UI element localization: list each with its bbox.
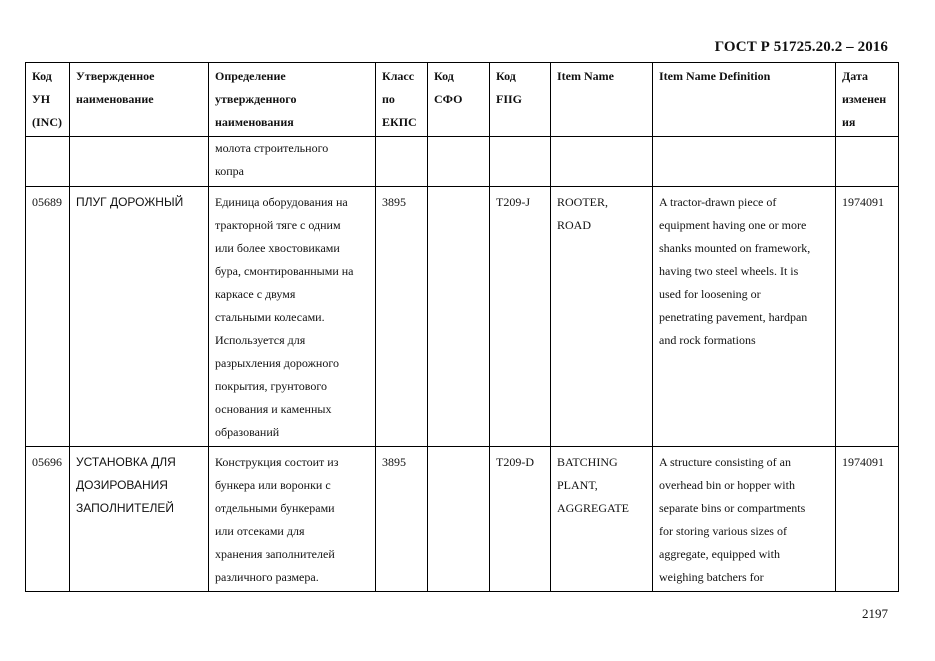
table-row-continuation	[26, 137, 899, 187]
cell-inc: 05696	[26, 447, 70, 592]
cell-item-name: BATCHING PLANT, AGGREGATE	[551, 447, 653, 592]
cell-item-name-definition	[653, 137, 836, 187]
header-inc: Код УН (INC)	[26, 63, 70, 137]
header-definition: Определение утвержденного наименования	[209, 63, 376, 137]
cell-fiig-code: T209-J	[490, 187, 551, 447]
cell-sfo-code	[428, 137, 490, 187]
table-row	[26, 187, 899, 447]
cell-fiig-code	[490, 137, 551, 187]
cell-item-name: ROOTER, ROAD	[551, 187, 653, 447]
header-fiig-code: Код FIIG	[490, 63, 551, 137]
page-number: 2197	[862, 606, 888, 621]
cell-change-date: 1974091	[836, 187, 899, 447]
header-approved-name: Утвержденное наименование	[70, 63, 209, 137]
nomenclature-table	[25, 62, 899, 592]
cell-item-name-definition: A tractor-drawn piece of equipment having one or more shanks mounted on framework, having two steel wheels. It is used for loosening or penetrating pavement, hardpan and rock formations	[653, 187, 836, 447]
header-sfo-code: Код СФО	[428, 63, 490, 137]
cell-approved-name: ПЛУГ ДОРОЖНЫЙ	[70, 187, 209, 447]
cell-item-name-definition: A structure consisting of an overhead bin or hopper with separate bins or compartments for storing various sizes of aggregate, equipped with weighing batchers for	[653, 447, 836, 592]
cell-approved-name: УСТАНОВКА ДЛЯ ДОЗИРОВАНИЯ ЗАПОЛНИТЕЛЕЙ	[70, 447, 209, 592]
standard-title: ГОСТ Р 51725.20.2 – 2016	[714, 39, 888, 55]
cell-definition: Единица оборудования на тракторной тяге с одним или более хвостовиками бура, смонтированными на каркасе с двумя стальными колесами. Используется для разрыхления дорожного покрытия, грунтового основания и каменных образований	[209, 187, 376, 447]
header-ekps-class: Класс по ЕКПС	[376, 63, 428, 137]
cell-change-date	[836, 137, 899, 187]
cell-inc	[26, 137, 70, 187]
cell-inc: 05689	[26, 187, 70, 447]
cell-ekps-class: 3895	[376, 447, 428, 592]
cell-fiig-code: T209-D	[490, 447, 551, 592]
header-change-date: Дата изменен ия	[836, 63, 899, 137]
table-row	[26, 447, 899, 592]
cell-sfo-code	[428, 187, 490, 447]
table-header-row	[26, 63, 899, 137]
header-item-name: Item Name	[551, 63, 653, 137]
cell-ekps-class: 3895	[376, 187, 428, 447]
cell-approved-name	[70, 137, 209, 187]
cell-sfo-code	[428, 447, 490, 592]
cell-definition: Конструкция состоит из бункера или воронки с отдельными бункерами или отсеками для хранения заполнителей различного размера.	[209, 447, 376, 592]
cell-ekps-class	[376, 137, 428, 187]
cell-item-name	[551, 137, 653, 187]
header-item-name-definition: Item Name Definition	[653, 63, 836, 137]
cell-definition: молота строительного копра	[209, 137, 376, 187]
cell-change-date: 1974091	[836, 447, 899, 592]
